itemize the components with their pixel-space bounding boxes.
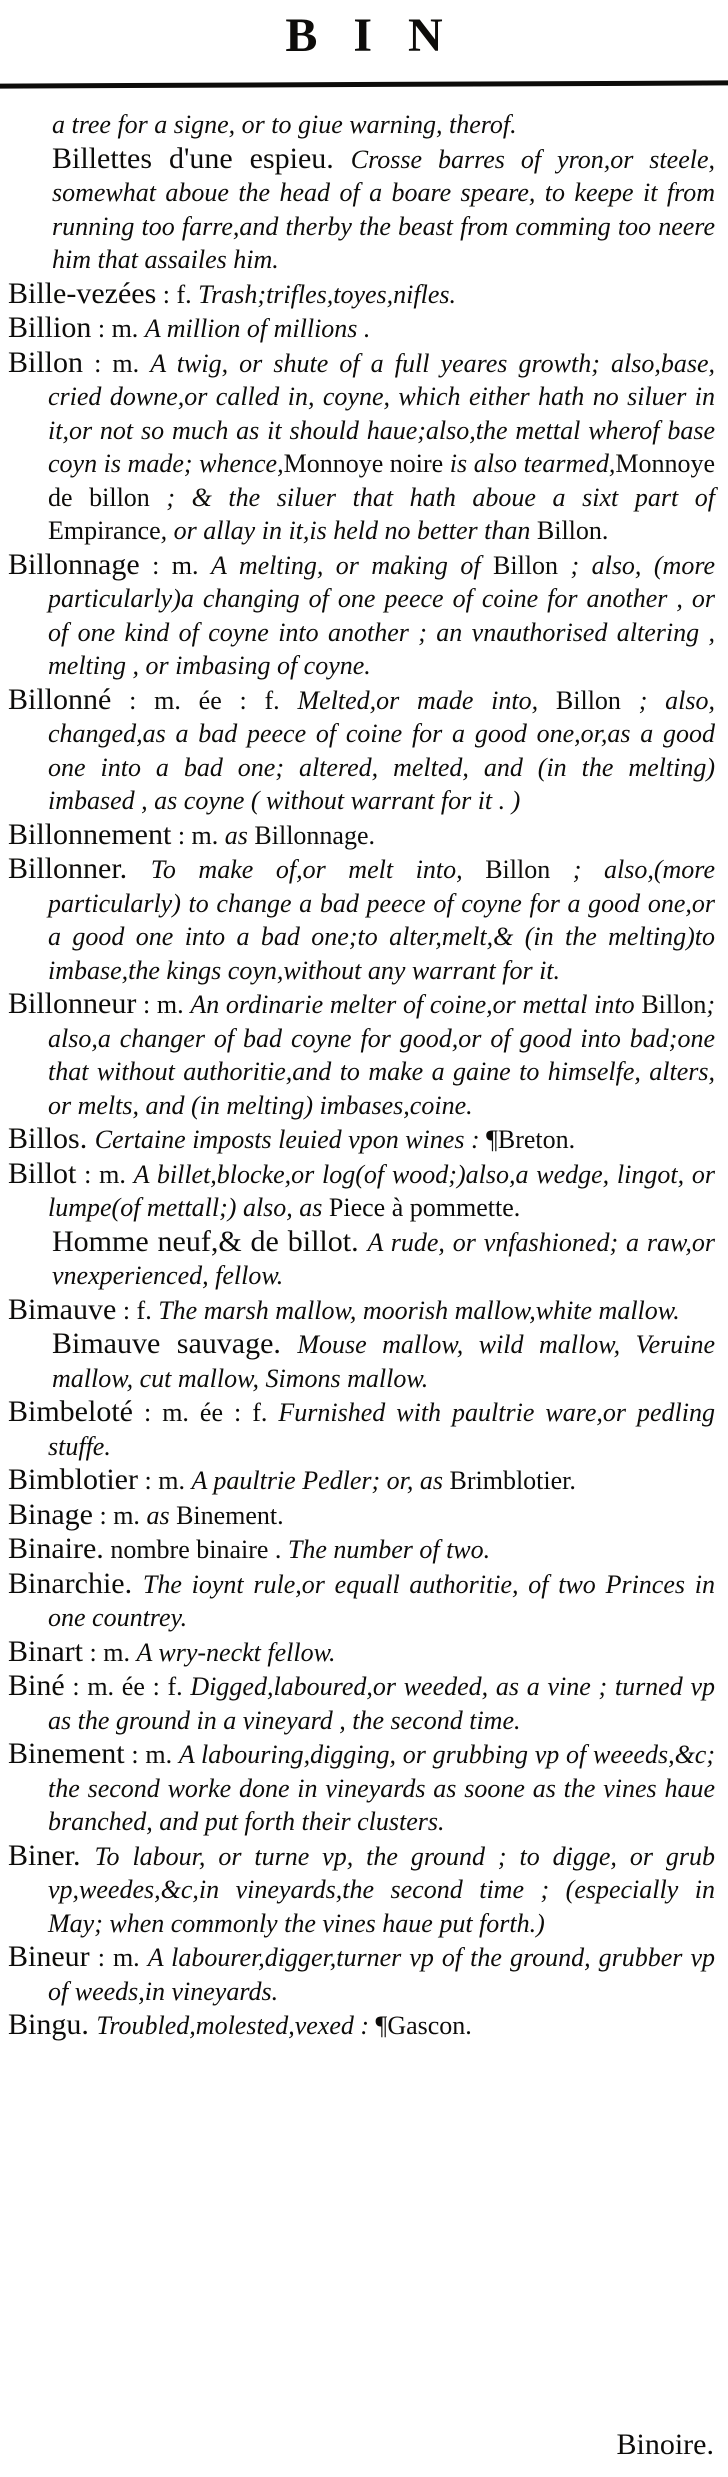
entry-headword: Billion [8, 311, 92, 344]
entry-headword: Bimauve sauvage. [52, 1327, 298, 1360]
entry-headword: Bimblotier [8, 1463, 138, 1496]
dictionary-entry [8, 1839, 715, 1941]
dictionary-entry [8, 987, 715, 1122]
dictionary-entry [8, 142, 715, 277]
entry-headword: Billonneur [8, 987, 137, 1020]
dictionary-entry [8, 1293, 715, 1328]
entry-roman-text: Piece à pommette. [328, 1193, 521, 1222]
dictionary-entry [8, 1463, 715, 1498]
entry-roman-text: : m. [89, 1943, 148, 1972]
entry-headword: Billonné [8, 682, 112, 716]
entry-headword: Bimbeloté [8, 1395, 133, 1428]
entry-headword: Homme neuf,& de billot. [52, 1224, 368, 1258]
entries-container [0, 87, 728, 2043]
entry-gloss-text: A million of millions . [144, 314, 371, 343]
entry-roman-text: nombre binaire . [103, 1535, 288, 1564]
entry-gloss-text: as [224, 820, 255, 850]
entry-roman-text: Monnoye de billon [48, 449, 715, 512]
catchword: Binoire. [616, 2428, 714, 2461]
entry-gloss-text: a tree for a signe, or to giue warning, therof. [52, 110, 517, 139]
entry-roman-text: Monnoye noire [283, 449, 444, 478]
dictionary-entry [8, 852, 715, 987]
entry-roman-text: Billon [493, 550, 559, 580]
entry-roman-text: Empirance [48, 516, 161, 545]
entry-roman-text: Billon [641, 990, 707, 1019]
entry-roman-text: : m. [136, 990, 191, 1019]
dictionary-entry [8, 2008, 715, 2043]
dictionary-entry [8, 1635, 715, 1670]
entry-roman-text: : m. [138, 1466, 192, 1495]
entry-headword: Billonnage [8, 547, 140, 581]
entry-gloss-text: Trash;trifles,toyes,nifles. [198, 279, 456, 309]
entry-roman-text: ¶Gascon. [375, 2011, 472, 2040]
entry-gloss-text: The number of two. [287, 1535, 491, 1564]
entry-roman-text: Binement. [176, 1500, 284, 1530]
entry-headword: Bimauve [8, 1292, 117, 1326]
dictionary-entry [8, 683, 715, 818]
entry-headword: Binaire. [8, 1532, 104, 1565]
dictionary-entry [8, 1157, 715, 1225]
dictionary-entry [8, 346, 715, 548]
entry-gloss-text: To labour, or turne vp, the ground ; to digge, or grub vp,weedes,&c,in vineyards,the second time ; (especially in May; when commonly the vines haue put forth.) [48, 1841, 716, 1938]
entry-headword: Biner. [8, 1838, 95, 1872]
entry-roman-text: : m. [171, 820, 225, 850]
entry-gloss-text: ; also,a changer of bad coyne for good,or of good into bad;one that without authoritie,and to make a gaine to himselfe, alters, or melts, and (in melting) imbases,coine. [48, 990, 715, 1120]
entry-gloss-text: A labourer,digger,turner vp of the ground, grubber vp of weeds,in vineyards. [48, 1943, 715, 2006]
entry-gloss-text: A rude, or vnfashioned; a raw,or vnexperienced, fellow. [52, 1227, 716, 1290]
entry-headword: Billettes d'une espieu. [52, 141, 351, 175]
entry-gloss-text: An ordinarie melter of coine,or mettal into [190, 990, 642, 1019]
entry-headword: Billot [8, 1156, 77, 1190]
entry-headword: Binarchie. [8, 1566, 143, 1600]
entry-gloss-text: ; also,(more particularly) to change a bad peece of coyne for a good one,or a good one into a bad one;to alter,melt,& (in the melting)to imbase,the kings coyn,without any warrant for it. [48, 855, 716, 985]
entry-gloss-text: A billet,blocke,or log(of wood;)also,a wedge, lingot, or lumpe(of mettall;) also, as [48, 1159, 716, 1222]
entry-headword: Binart [8, 1634, 83, 1668]
entry-gloss-text: ; also, changed,as a bad peece of coine for a good one,or,as a good one into a bad one; altered, melted, and (in the melting) imbased , as coyne ( without warrant for it . ) [48, 685, 715, 815]
entry-gloss-text: Melted,or made into, [297, 685, 556, 715]
entry-headword: Binage [8, 1497, 93, 1531]
entry-gloss-text: as [146, 1500, 177, 1530]
entry-headword: Bingu. [8, 2008, 97, 2041]
dictionary-entry [8, 1122, 715, 1157]
entry-gloss-text: ; & the siluer that hath aboue a sixt part of [149, 482, 715, 512]
entry-headword: Billon [8, 345, 84, 379]
dictionary-entry [8, 277, 715, 312]
dictionary-entry [8, 1327, 715, 1395]
entry-roman-text: : m. ée : f. [111, 685, 298, 715]
entry-gloss-text: To make of,or melt into, [150, 855, 486, 884]
dictionary-entry [8, 548, 715, 683]
entry-gloss-text: A melting, or making of [210, 550, 494, 580]
entry-gloss-text: A twig, or shute of a full yeares growth; also,base, cried downe,or called in, coyne, which either hath no siluer in it,or not so much as it should haue;also,the mettal wherof base coyn is made; whence, [48, 348, 715, 478]
entry-roman-text: : f. [156, 279, 199, 309]
dictionary-entry [8, 1532, 715, 1567]
entry-gloss-text: is also tearmed, [443, 449, 616, 478]
entry-roman-text: ¶Breton. [486, 1125, 576, 1154]
entry-roman-text: : m. [91, 314, 145, 343]
entry-headword: Biné [8, 1669, 65, 1702]
entry-headword: Billonnement [8, 817, 172, 851]
entry-gloss-text: Troubled,molested,vexed : [96, 2011, 376, 2040]
entry-roman-text: : f. [116, 1295, 159, 1325]
dictionary-entry [8, 1669, 715, 1737]
entry-headword: Billonner. [8, 852, 151, 885]
entry-roman-text: Billon [485, 855, 551, 884]
entry-roman-text: : m. [124, 1740, 179, 1769]
entry-roman-text: Billon. [536, 516, 609, 545]
entry-gloss-text: Certaine imposts leuied vpon wines : [94, 1125, 487, 1154]
entry-roman-text: : m. [76, 1159, 134, 1189]
running-head: B I N [285, 9, 455, 62]
entry-gloss-text: ; also, (more particularly)a changing of one peece of coine for another , or of one kind of coyne into another ; an vnauthorised altering , melting , or imbasing of coyne. [48, 550, 716, 680]
entry-gloss-text: , or allay in it,is held no better than [160, 516, 537, 545]
entry-roman-text: : m. ée : f. [132, 1398, 279, 1427]
dictionary-entry [8, 1737, 715, 1839]
entry-roman-text: Billonnage. [254, 820, 375, 850]
entry-roman-text: : m. [92, 1500, 147, 1530]
entry-roman-text: : m. [83, 1637, 137, 1667]
dictionary-entry [8, 1395, 715, 1463]
entry-headword: Bineur [8, 1940, 90, 1973]
dictionary-entry [8, 311, 715, 346]
dictionary-entry [8, 1940, 715, 2008]
entry-gloss-text: Furnished with paultrie ware,or pedling stuffe. [48, 1398, 715, 1461]
dictionary-entry [8, 108, 715, 142]
entry-gloss-text: A labouring,digging, or grubbing vp of weeeds,&c; the second worke done in vineyards as soone as the vines haue branched, and put forth their clusters. [48, 1740, 715, 1836]
dictionary-entry [8, 1225, 715, 1293]
entry-headword: Billos. [8, 1122, 95, 1155]
entry-gloss-text: Digged,laboured,or weeded, as a vine ; turned vp as the ground in a vineyard , the second time. [48, 1672, 715, 1735]
entry-gloss-text: The marsh mallow, moorish mallow,white mallow. [158, 1295, 680, 1325]
dictionary-entry [8, 1498, 715, 1533]
entry-gloss-text: Mouse mallow, wild mallow, Veruine mallow, cut mallow, Simons mallow. [52, 1330, 715, 1393]
entry-headword: Binement [8, 1737, 125, 1770]
entry-gloss-text: A wry-neckt fellow. [136, 1637, 336, 1667]
entry-roman-text: : m. ée : f. [64, 1672, 191, 1701]
dictionary-entry [8, 818, 715, 853]
entry-gloss-text: A paultrie Pedler; or, as [191, 1466, 450, 1495]
entry-gloss-text: The ioynt rule,or equall authoritie, of two Princes in one countrey. [48, 1569, 715, 1632]
entry-gloss-text: Crosse barres of yron,or steele, somewhat aboue the head of a boare speare, to keepe it from running too farre,and therby the beast from comming too neere him that assailes him. [52, 144, 715, 274]
entry-headword: Bille-vezées [8, 276, 157, 310]
entry-roman-text: : m. [83, 348, 151, 378]
entry-roman-text: Billon [555, 685, 621, 715]
entry-roman-text: Brimblotier. [449, 1466, 576, 1495]
entry-roman-text: : m. [139, 550, 211, 580]
dictionary-entry [8, 1567, 715, 1635]
